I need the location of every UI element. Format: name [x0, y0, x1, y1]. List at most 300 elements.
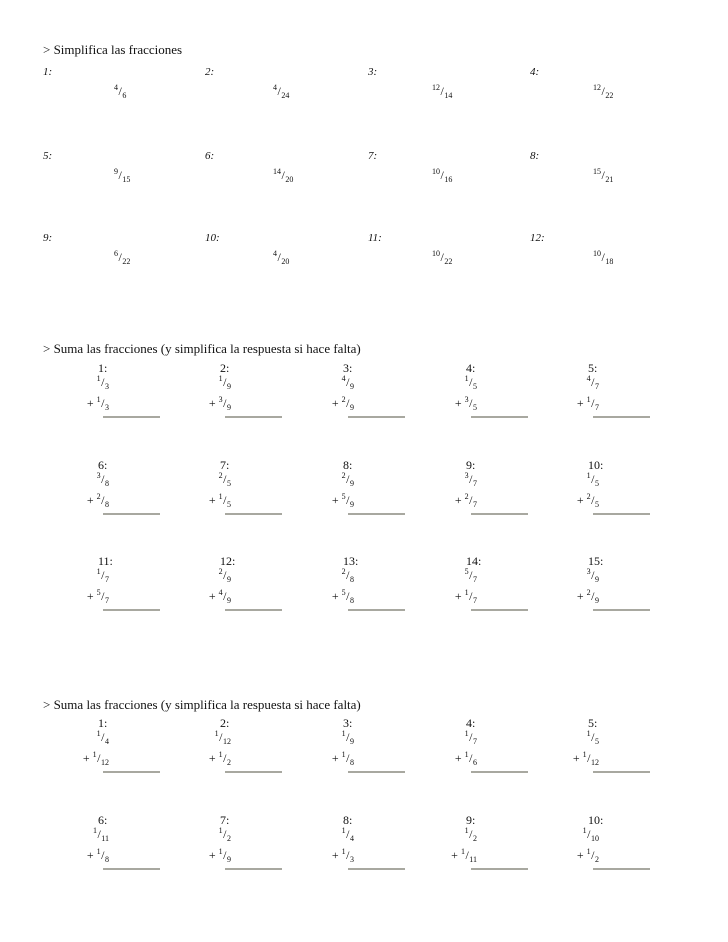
numerator: 1	[464, 588, 469, 597]
fraction-slash: /	[469, 396, 473, 410]
fraction	[273, 168, 293, 183]
fraction-slash: /	[591, 493, 595, 507]
plus-sign: +	[576, 589, 584, 603]
numerator: 3	[464, 471, 469, 480]
fraction	[114, 250, 130, 265]
numerator: 3	[218, 395, 223, 404]
plus-sign: +	[331, 493, 339, 507]
addend-bottom	[209, 751, 231, 766]
plus-sign: +	[331, 848, 339, 862]
denominator: 2	[227, 834, 231, 843]
denominator: 15	[122, 175, 131, 184]
numerator: 5	[96, 588, 101, 597]
problem-number: 2:	[205, 66, 215, 78]
plus-sign: +	[454, 751, 462, 765]
addition-problem	[411, 813, 536, 883]
denominator: 9	[227, 382, 231, 391]
numerator: 1	[96, 395, 101, 404]
denominator: 7	[473, 575, 477, 584]
addition-problem	[288, 458, 413, 528]
plus-sign: +	[208, 751, 216, 765]
fraction	[593, 250, 613, 265]
denominator: 8	[350, 575, 354, 584]
addition-problem	[43, 554, 168, 624]
numerator: 1	[218, 374, 223, 383]
denominator: 7	[595, 382, 599, 391]
numerator: 9	[114, 167, 118, 176]
addition-problem	[43, 716, 168, 786]
plus-sign: +	[454, 589, 462, 603]
answer-line	[225, 609, 282, 611]
addition-problem	[288, 361, 413, 431]
numerator: 4	[586, 374, 591, 383]
addend-top	[587, 472, 599, 487]
plus-sign: +	[86, 493, 94, 507]
denominator: 8	[350, 596, 354, 605]
plus-sign: +	[454, 493, 462, 507]
denominator: 9	[595, 596, 599, 605]
answer-line	[471, 771, 528, 773]
fraction-slash: /	[223, 493, 227, 507]
problem-number: 7:	[368, 150, 378, 162]
answer-line	[471, 416, 528, 418]
denominator: 3	[105, 382, 109, 391]
denominator: 4	[350, 834, 354, 843]
fraction-slash: /	[469, 568, 473, 582]
numerator: 10	[432, 167, 440, 176]
denominator: 14	[444, 91, 453, 100]
addend-bottom	[83, 751, 109, 766]
fraction-slash: /	[277, 84, 281, 98]
fraction-slash: /	[118, 168, 122, 182]
numerator: 5	[464, 567, 469, 576]
fraction-slash: /	[346, 396, 350, 410]
addition-problem	[165, 554, 290, 624]
denominator: 7	[473, 737, 477, 746]
problem-number: 10:	[588, 813, 604, 827]
numerator: 1	[586, 471, 591, 480]
problem-number: 1:	[98, 716, 108, 730]
numerator: 10	[432, 249, 440, 258]
numerator: 3	[586, 567, 591, 576]
numerator: 1	[96, 729, 101, 738]
problem-number: 7:	[220, 813, 230, 827]
fraction-slash: /	[591, 472, 595, 486]
denominator: 8	[105, 500, 109, 509]
denominator: 5	[595, 479, 599, 488]
numerator: 1	[582, 826, 587, 835]
numerator: 1	[92, 826, 97, 835]
numerator: 1	[341, 729, 346, 738]
numerator: 5	[341, 492, 346, 501]
addition-problem	[533, 458, 658, 528]
addend-top	[465, 730, 477, 745]
numerator: 10	[593, 249, 601, 258]
denominator: 7	[105, 596, 109, 605]
addend-top	[342, 375, 354, 390]
plus-sign: +	[451, 848, 458, 862]
answer-line	[348, 609, 405, 611]
numerator: 1	[96, 567, 101, 576]
addend-bottom	[455, 589, 477, 604]
fraction-slash: /	[346, 493, 350, 507]
fraction-slash: /	[591, 396, 595, 410]
denominator: 7	[473, 500, 477, 509]
problem-number: 5:	[43, 150, 53, 162]
fraction-slash: /	[591, 848, 595, 862]
numerator: 2	[96, 492, 101, 501]
numerator: 2	[218, 471, 223, 480]
fraction-slash: /	[346, 751, 350, 765]
numerator: 3	[464, 395, 469, 404]
addend-bottom	[455, 751, 477, 766]
denominator: 5	[595, 737, 599, 746]
addition-problem	[288, 554, 413, 624]
answer-line	[103, 513, 160, 515]
addend-bottom	[332, 589, 354, 604]
problem-number: 5:	[588, 361, 598, 375]
addend-top	[465, 375, 477, 390]
numerator: 2	[341, 471, 346, 480]
problem-number: 3:	[343, 361, 353, 375]
fraction-slash: /	[101, 375, 105, 389]
denominator: 22	[605, 91, 614, 100]
fraction-slash: /	[223, 848, 227, 862]
fraction-slash: /	[101, 848, 105, 862]
addend-bottom	[455, 396, 477, 411]
addend-top	[587, 568, 599, 583]
problem-number: 6:	[205, 150, 215, 162]
denominator: 7	[473, 479, 477, 488]
addend-bottom	[573, 751, 599, 766]
denominator: 6	[473, 758, 477, 767]
fraction-slash: /	[346, 472, 350, 486]
problem-number: 2:	[220, 361, 230, 375]
plus-sign: +	[576, 396, 584, 410]
plus-sign: +	[454, 396, 462, 410]
denominator: 9	[350, 403, 354, 412]
fraction-slash: /	[281, 168, 285, 182]
numerator: 1	[582, 750, 587, 759]
problem-number: 9:	[466, 458, 476, 472]
fraction-slash: /	[440, 250, 444, 264]
numerator: 1	[214, 729, 219, 738]
addend-bottom	[577, 848, 599, 863]
section2-heading: > Suma las fracciones (y simplifica la respuesta si hace falta)	[43, 341, 361, 356]
plus-sign: +	[572, 751, 580, 765]
fraction-slash: /	[223, 568, 227, 582]
addend-bottom	[332, 751, 354, 766]
numerator: 4	[273, 83, 277, 92]
answer-line	[103, 771, 160, 773]
answer-line	[593, 868, 650, 870]
fraction-slash: /	[97, 751, 101, 765]
addition-problem	[43, 361, 168, 431]
addend-top	[587, 375, 599, 390]
addend-bottom	[577, 493, 599, 508]
denominator: 20	[285, 175, 294, 184]
problem-number: 11:	[98, 554, 113, 568]
fraction-slash: /	[346, 827, 350, 841]
fraction	[432, 84, 452, 99]
fraction-slash: /	[440, 168, 444, 182]
denominator: 9	[350, 382, 354, 391]
fraction	[432, 250, 452, 265]
fraction-slash: /	[346, 848, 350, 862]
addend-top	[97, 472, 109, 487]
numerator: 1	[218, 847, 223, 856]
addend-top	[219, 375, 231, 390]
denominator: 7	[473, 596, 477, 605]
denominator: 10	[591, 834, 599, 843]
answer-line	[348, 771, 405, 773]
fraction-slash: /	[591, 375, 595, 389]
plus-sign: +	[576, 848, 584, 862]
fraction-slash: /	[277, 250, 281, 264]
fraction-slash: /	[601, 84, 605, 98]
addend-top	[587, 730, 599, 745]
denominator: 9	[227, 575, 231, 584]
fraction-slash: /	[469, 589, 473, 603]
fraction	[432, 168, 452, 183]
addend-top	[342, 827, 354, 842]
numerator: 1	[218, 492, 223, 501]
numerator: 5	[341, 588, 346, 597]
addition-problem	[411, 554, 536, 624]
fraction-slash: /	[223, 375, 227, 389]
denominator: 6	[122, 91, 127, 100]
addition-problem	[411, 716, 536, 786]
problem-number: 14:	[466, 554, 482, 568]
denominator: 7	[595, 403, 599, 412]
answer-line	[348, 416, 405, 418]
section1-heading: > Simplifica las fracciones	[43, 42, 183, 57]
problem-number: 13:	[343, 554, 359, 568]
plus-sign: +	[576, 493, 584, 507]
problem-number: 10:	[205, 232, 220, 244]
addend-top	[583, 827, 599, 842]
numerator: 4	[273, 249, 277, 258]
fraction-slash: /	[118, 250, 122, 264]
numerator: 15	[593, 167, 601, 176]
problem-number: 9:	[43, 232, 53, 244]
addition-problem	[533, 716, 658, 786]
denominator: 21	[605, 175, 614, 184]
addend-top	[219, 568, 231, 583]
fraction-slash: /	[346, 375, 350, 389]
fraction	[114, 168, 130, 183]
answer-line	[593, 513, 650, 515]
addend-top	[342, 730, 354, 745]
addend-top	[97, 375, 109, 390]
problem-number: 12:	[220, 554, 236, 568]
addend-top	[465, 472, 477, 487]
fraction-slash: /	[346, 568, 350, 582]
fraction-slash: /	[223, 396, 227, 410]
denominator: 11	[101, 834, 109, 843]
fraction-slash: /	[587, 827, 591, 841]
fraction-slash: /	[601, 168, 605, 182]
denominator: 5	[473, 403, 477, 412]
addend-top	[465, 827, 477, 842]
plus-sign: +	[208, 396, 216, 410]
denominator: 2	[227, 758, 231, 767]
numerator: 1	[464, 729, 469, 738]
addition-problem	[411, 458, 536, 528]
denominator: 16	[444, 175, 453, 184]
denominator: 9	[227, 403, 231, 412]
plus-sign: +	[208, 848, 216, 862]
denominator: 9	[227, 596, 231, 605]
fraction-slash: /	[346, 730, 350, 744]
addend-bottom	[332, 848, 354, 863]
addend-top	[219, 827, 231, 842]
addend-top	[219, 472, 231, 487]
denominator: 9	[350, 737, 354, 746]
denominator: 12	[591, 758, 599, 767]
addend-top	[215, 730, 231, 745]
denominator: 20	[281, 257, 290, 266]
addend-bottom	[209, 493, 231, 508]
problem-number: 9:	[466, 813, 476, 827]
addend-bottom	[87, 493, 109, 508]
answer-line	[471, 609, 528, 611]
numerator: 4	[218, 588, 223, 597]
addition-problem	[165, 458, 290, 528]
addend-bottom	[209, 848, 231, 863]
answer-line	[593, 771, 650, 773]
fraction-slash: /	[223, 751, 227, 765]
fraction-slash: /	[469, 751, 473, 765]
fraction	[114, 84, 126, 99]
fraction-slash: /	[591, 730, 595, 744]
numerator: 1	[218, 750, 223, 759]
addend-bottom	[87, 589, 109, 604]
plus-sign: +	[208, 493, 216, 507]
denominator: 9	[350, 500, 354, 509]
fraction-slash: /	[101, 568, 105, 582]
addition-problem	[411, 361, 536, 431]
numerator: 2	[464, 492, 469, 501]
fraction-slash: /	[219, 730, 223, 744]
numerator: 1	[341, 847, 346, 856]
denominator: 12	[101, 758, 109, 767]
numerator: 1	[92, 750, 97, 759]
plus-sign: +	[331, 589, 339, 603]
addend-bottom	[209, 396, 231, 411]
fraction-slash: /	[465, 848, 469, 862]
denominator: 18	[605, 257, 614, 266]
fraction-slash: /	[101, 396, 105, 410]
plus-sign: +	[86, 848, 94, 862]
fraction-slash: /	[469, 472, 473, 486]
addition-problem	[533, 813, 658, 883]
plus-sign: +	[331, 396, 339, 410]
answer-line	[348, 513, 405, 515]
answer-line	[593, 416, 650, 418]
addend-bottom	[87, 848, 109, 863]
addition-problem	[533, 554, 658, 624]
fraction	[273, 250, 289, 265]
fraction-slash: /	[223, 827, 227, 841]
addend-bottom	[451, 848, 477, 863]
denominator: 24	[281, 91, 290, 100]
numerator: 12	[593, 83, 601, 92]
denominator: 9	[227, 855, 231, 864]
numerator: 12	[432, 83, 440, 92]
denominator: 5	[595, 500, 599, 509]
answer-line	[348, 868, 405, 870]
answer-line	[225, 416, 282, 418]
problem-number: 6:	[98, 813, 108, 827]
problem-number: 1:	[98, 361, 108, 375]
answer-line	[103, 416, 160, 418]
numerator: 2	[586, 588, 591, 597]
numerator: 1	[460, 847, 465, 856]
problem-number: 3:	[368, 66, 378, 78]
problem-number: 11:	[368, 232, 382, 244]
numerator: 3	[96, 471, 101, 480]
fraction-slash: /	[101, 730, 105, 744]
fraction-slash: /	[440, 84, 444, 98]
numerator: 4	[114, 83, 118, 92]
addend-top	[342, 472, 354, 487]
answer-line	[225, 868, 282, 870]
fraction-slash: /	[601, 250, 605, 264]
problem-number: 4:	[530, 66, 540, 78]
fraction-slash: /	[118, 84, 122, 98]
problem-number: 7:	[220, 458, 230, 472]
denominator: 9	[350, 479, 354, 488]
addition-problem	[165, 813, 290, 883]
problem-number: 15:	[588, 554, 604, 568]
addend-top	[97, 568, 109, 583]
problem-number: 8:	[343, 458, 353, 472]
numerator: 2	[341, 567, 346, 576]
numerator: 1	[341, 826, 346, 835]
plus-sign: +	[86, 589, 94, 603]
addend-bottom	[577, 396, 599, 411]
denominator: 5	[227, 479, 231, 488]
problem-number: 5:	[588, 716, 598, 730]
answer-line	[225, 771, 282, 773]
addend-bottom	[209, 589, 231, 604]
addition-problem	[165, 716, 290, 786]
section3-heading: > Suma las fracciones (y simplifica la respuesta si hace falta)	[43, 697, 361, 712]
plus-sign: +	[331, 751, 339, 765]
addition-problem	[43, 813, 168, 883]
problem-number: 10:	[588, 458, 604, 472]
answer-line	[471, 513, 528, 515]
addend-bottom	[577, 589, 599, 604]
answer-line	[471, 868, 528, 870]
addend-bottom	[332, 493, 354, 508]
fraction-slash: /	[101, 493, 105, 507]
denominator: 9	[595, 575, 599, 584]
answer-line	[103, 609, 160, 611]
addition-problem	[288, 716, 413, 786]
fraction-slash: /	[469, 375, 473, 389]
numerator: 1	[464, 374, 469, 383]
denominator: 4	[105, 737, 109, 746]
problem-number: 8:	[530, 150, 540, 162]
addend-bottom	[87, 396, 109, 411]
fraction-slash: /	[101, 589, 105, 603]
answer-line	[225, 513, 282, 515]
fraction	[273, 84, 289, 99]
problem-number: 3:	[343, 716, 353, 730]
numerator: 1	[341, 750, 346, 759]
